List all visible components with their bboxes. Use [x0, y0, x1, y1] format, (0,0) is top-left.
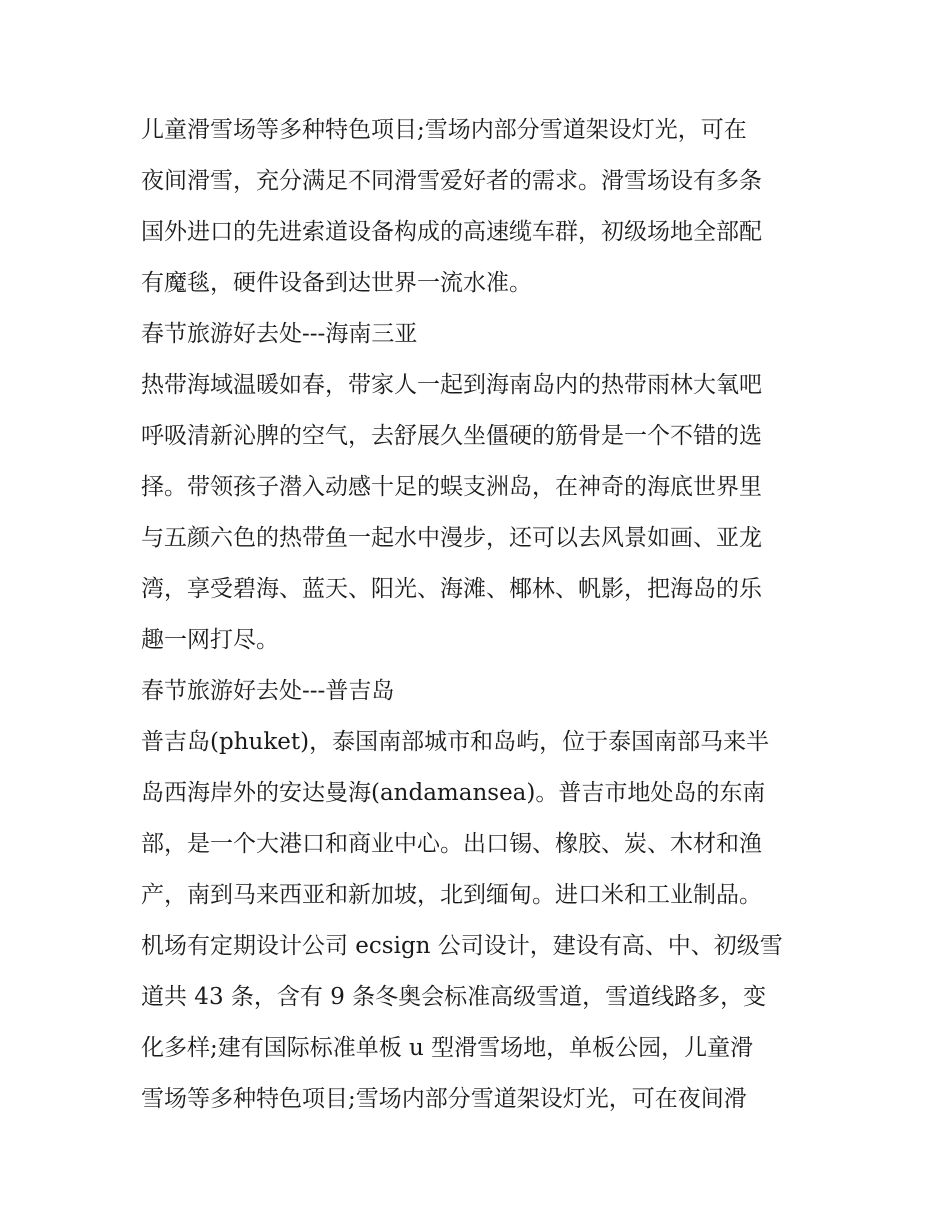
body-line: 择。带领孩子潜入动感十足的蜈支洲岛，在神奇的海底世界里	[141, 474, 762, 500]
document-body	[141, 109, 821, 1129]
body-line: 部，是一个大港口和商业中心。出口锡、橡胶、炭、木材和渔	[141, 831, 762, 857]
body-line: 呼吸清新沁脾的空气，去舒展久坐僵硬的筋骨是一个不错的选	[141, 423, 762, 449]
body-line: 产，南到马来西亚和新加坡，北到缅甸。进口米和工业制品。	[141, 882, 762, 908]
body-line: 岛西海岸外的安达曼海(andamansea)。普吉市地处岛的东南	[141, 780, 766, 806]
body-line: 雪场等多种特色项目;雪场内部分雪道架设灯光，可在夜间滑	[141, 1086, 747, 1112]
body-line: 与五颜六色的热带鱼一起水中漫步，还可以去风景如画、亚龙	[141, 525, 762, 551]
body-line: 有魔毯，硬件设备到达世界一流水准。	[141, 270, 532, 296]
section-heading-sanya: 春节旅游好去处---海南三亚	[141, 321, 418, 347]
section-heading-phuket: 春节旅游好去处---普吉岛	[141, 678, 395, 704]
body-line: 机场有定期设计公司 ecsign 公司设计，建设有高、中、初级雪	[141, 933, 783, 959]
body-line: 国外进口的先进索道设备构成的高速缆车群，初级场地全部配	[141, 219, 762, 245]
body-line: 热带海域温暖如春，带家人一起到海南岛内的热带雨林大氧吧	[141, 372, 762, 398]
body-line: 普吉岛(phuket)，泰国南部城市和岛屿，位于泰国南部马来半	[141, 729, 770, 755]
body-line: 湾，享受碧海、蓝天、阳光、海滩、椰林、帆影，把海岛的乐	[141, 576, 762, 602]
body-line: 趣一网打尽。	[141, 627, 279, 653]
body-line: 道共 43 条，含有 9 条冬奥会标准高级雪道，雪道线路多，变	[141, 984, 767, 1010]
body-line: 儿童滑雪场等多种特色项目;雪场内部分雪道架设灯光，可在	[141, 117, 747, 143]
body-line: 夜间滑雪，充分满足不同滑雪爱好者的需求。滑雪场设有多条	[141, 168, 762, 194]
body-line: 化多样;建有国际标准单板 u 型滑雪场地，单板公园，儿童滑	[141, 1035, 754, 1061]
